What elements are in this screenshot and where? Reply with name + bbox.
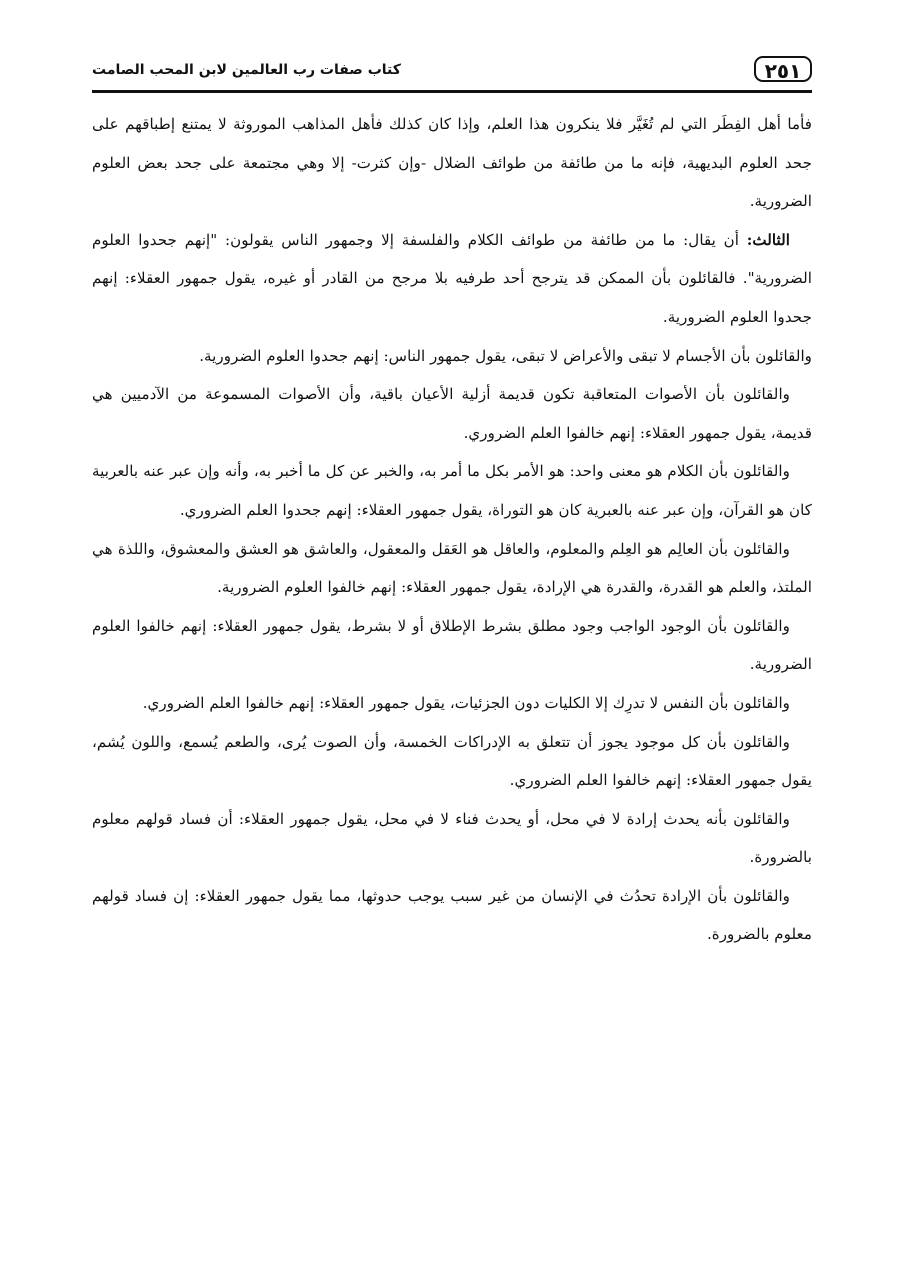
page-number-badge: ٢٥١ (754, 56, 812, 82)
paragraph-4 (92, 375, 812, 452)
paragraph-7 (92, 607, 812, 684)
paragraph-1 (92, 105, 812, 221)
page-body (92, 105, 812, 954)
paragraph-11 (92, 877, 812, 954)
paragraph-lead: الثالث: (746, 230, 790, 249)
paragraph-text: والقائلون بأن الأجسام لا تبقى والأعراض لا تبقى، يقول جمهور الناس: إنهم جحدوا العلوم الضرورية. (199, 346, 812, 365)
paragraph-text: فأما أهل الفِطَر التي لم تُغَيَّر فلا ينكرون هذا العلم، وإذا كان كذلك فأهل المذاهب الموروثة لا يمتنع إطباقهم على جحد العلوم البديهية، فإنه ما من طائفة من طوائف الضلال -وإن كثرت- إلا وهي مجتمعة على جحد بعض العلوم الضرورية. (92, 115, 812, 211)
paragraph-2 (92, 221, 812, 337)
paragraph-text: والقائلون بأن الأصوات المتعاقبة تكون قديمة أزلية الأعيان باقية، وأن الأصوات المسموعة من الآدميين هي قديمة، يقول جمهور العقلاء: إنهم خالفوا العلم الضروري. (92, 385, 812, 442)
paragraph-text: والقائلون بأن الكلام هو معنى واحد: هو الأمر بكل ما أمر به، والخبر عن كل ما أخبر به، وأنه وإن عبر عنه بالعربية كان هو القرآن، وإن عبر عنه بالعبرية كان هو التوراة، يقول جمهور العقلاء: إنهم جحدوا العلم الضروري. (92, 462, 812, 519)
paragraph-8 (92, 684, 812, 723)
paragraph-text: أن يقال: ما من طائفة من طوائف الكلام والفلسفة إلا وجمهور الناس يقولون: "إنهم جحدوا العلوم الضرورية". فالقائلون بأن الممكن قد يترجح أحد طرفيه بلا مرجح من القادر أو غيره، يقول جمهور العقلاء: إنهم جحدوا العلوم الضرورية. (92, 230, 812, 326)
running-title: كتاب صفات رب العالمين لابن المحب الصامت (92, 62, 401, 78)
paragraph-3 (92, 337, 812, 376)
book-page (92, 52, 812, 954)
paragraph-text: والقائلون بأن العالِم هو العِلم والمعلوم، والعاقل هو العَقل والمعقول، والعاشق هو العشق والمعشوق، واللذة هي الملتذ، والعلم هو القدرة، والقدرة هي الإرادة، يقول جمهور العقلاء: إنهم خالفوا العلوم الضرورية. (92, 539, 812, 597)
paragraph-text: والقائلون بأن النفس لا تدرِك إلا الكليات دون الجزئيات، يقول جمهور العقلاء: إنهم خالفوا العلم الضروري. (142, 693, 790, 712)
paragraph-text: والقائلون بأن الوجود الواجب وجود مطلق بشرط الإطلاق أو لا بشرط، يقول جمهور العقلاء: إنهم خالفوا العلوم الضرورية. (92, 616, 812, 674)
paragraph-text: والقائلون بأن كل موجود يجوز أن تتعلق به الإدراكات الخمسة، وأن الصوت يُرى، والطعم يُسمع، واللون يُشم، يقول جمهور العقلاء: إنهم خالفوا العلم الضروري. (92, 732, 812, 790)
paragraph-10 (92, 800, 812, 877)
paragraph-5 (92, 452, 812, 529)
paragraph-9 (92, 723, 812, 800)
paragraph-6 (92, 530, 812, 607)
paragraph-text: والقائلون بأنه يحدث إرادة لا في محل، أو يحدث فناء لا في محل، يقول جمهور العقلاء: أن فساد قولهم معلوم بالضرورة. (92, 809, 812, 867)
paragraph-text: والقائلون بأن الإرادة تحدُث في الإنسان من غير سبب يوجب حدوثها، مما يقول جمهور العقلاء: إن فساد قولهم معلوم بالضرورة. (92, 886, 812, 944)
page-header (92, 52, 812, 93)
